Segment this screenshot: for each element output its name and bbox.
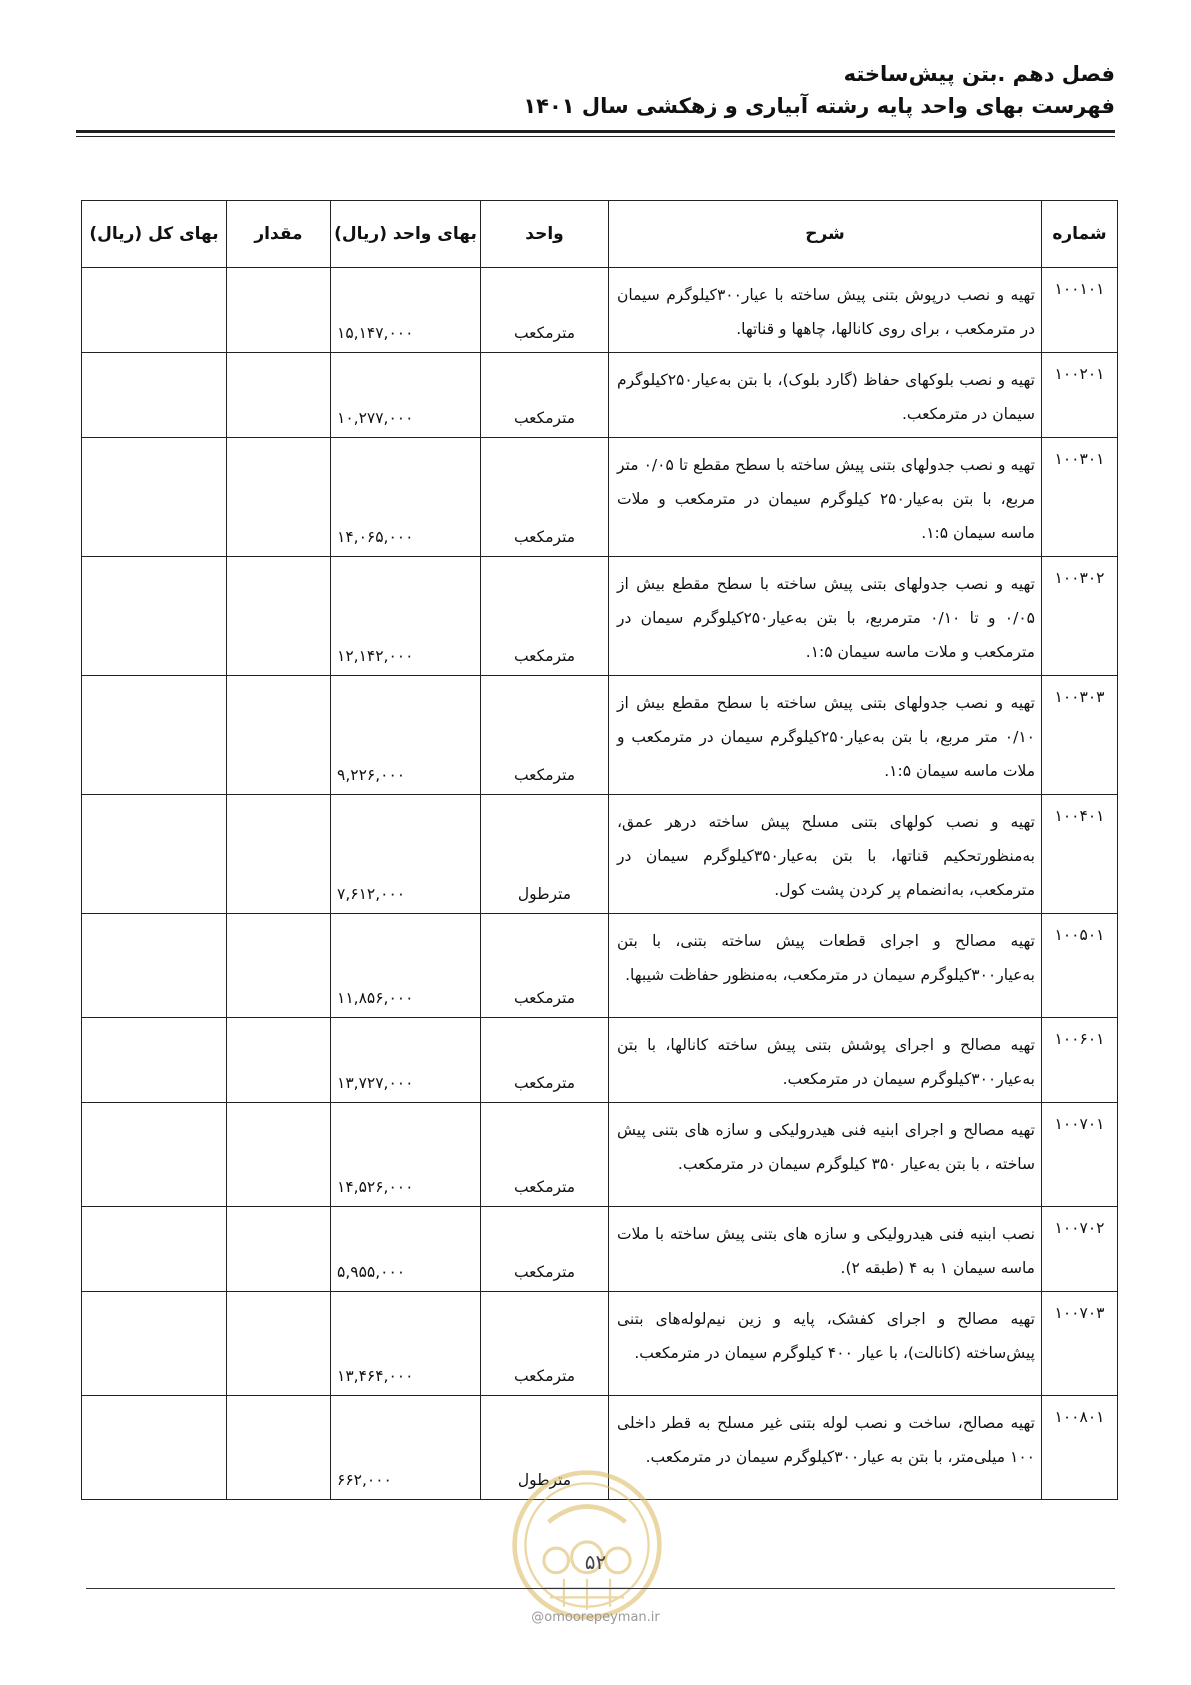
header-rule-thin bbox=[76, 136, 1115, 137]
table-row bbox=[82, 1207, 1118, 1292]
item-unit: مترمکعب bbox=[481, 676, 609, 795]
item-quantity bbox=[227, 1292, 331, 1396]
item-total bbox=[82, 1103, 227, 1207]
price-table bbox=[81, 200, 1118, 1500]
item-code: ۱۰۰۷۰۲ bbox=[1042, 1207, 1118, 1292]
item-description: تهیه مصالح و اجرای ابنیه فنی هیدرولیکی و سازه های بتنی پیش ساخته ، با بتن به‌عیار ۳۵۰ کیلوگرم سیمان در مترمکعب. bbox=[609, 1103, 1042, 1207]
item-total bbox=[82, 676, 227, 795]
item-quantity bbox=[227, 1103, 331, 1207]
item-quantity bbox=[227, 557, 331, 676]
item-quantity bbox=[227, 268, 331, 353]
item-quantity bbox=[227, 795, 331, 914]
item-unit: مترطول bbox=[481, 1396, 609, 1500]
item-code: ۱۰۰۶۰۱ bbox=[1042, 1018, 1118, 1103]
item-code: ۱۰۰۲۰۱ bbox=[1042, 353, 1118, 438]
item-code: ۱۰۰۱۰۱ bbox=[1042, 268, 1118, 353]
table-row bbox=[82, 914, 1118, 1018]
item-description: تهیه مصالح و اجرای قطعات پیش ساخته بتنی، با بتن به‌عیار۳۰۰کیلوگرم سیمان در مترمکعب، به‌منظور حفاظت شیبها. bbox=[609, 914, 1042, 1018]
item-unit-price: ۱۳,۴۶۴,۰۰۰ bbox=[331, 1292, 481, 1396]
item-code: ۱۰۰۳۰۱ bbox=[1042, 438, 1118, 557]
table-row bbox=[82, 557, 1118, 676]
item-total bbox=[82, 1207, 227, 1292]
table-row bbox=[82, 438, 1118, 557]
column-header-total: بهای کل (ریال) bbox=[82, 201, 227, 268]
item-unit: مترمکعب bbox=[481, 353, 609, 438]
item-quantity bbox=[227, 914, 331, 1018]
table-row bbox=[82, 1103, 1118, 1207]
item-description: تهیه و نصب کولهای بتنی مسلح پیش ساخته درهر عمق، به‌منظورتحکیم قناتها، با بتن به‌عیار۳۵۰کیلوگرم سیمان در مترمکعب، به‌انضمام پر کردن پشت کول. bbox=[609, 795, 1042, 914]
item-description: تهیه و نصب جدولهای بتنی پیش ساخته با سطح مقطع بیش از ۰/۰۵ و تا ۰/۱۰ مترمربع، با بتن به‌عیار۲۵۰کیلوگرم سیمان در مترمکعب و ملات ماسه سیمان ۱:۵. bbox=[609, 557, 1042, 676]
item-unit: مترمکعب bbox=[481, 438, 609, 557]
watermark-seal-icon bbox=[510, 1468, 664, 1622]
item-total bbox=[82, 353, 227, 438]
item-unit-price: ۱۱,۸۵۶,۰۰۰ bbox=[331, 914, 481, 1018]
item-unit-price: ۱۰,۲۷۷,۰۰۰ bbox=[331, 353, 481, 438]
page-header bbox=[76, 58, 1115, 122]
item-unit-price: ۱۲,۱۴۲,۰۰۰ bbox=[331, 557, 481, 676]
item-unit-price: ۵,۹۵۵,۰۰۰ bbox=[331, 1207, 481, 1292]
item-quantity bbox=[227, 1207, 331, 1292]
item-description: تهیه و نصب بلوکهای حفاظ (گارد بلوک)، با بتن به‌عیار۲۵۰کیلوگرم سیمان در مترمکعب. bbox=[609, 353, 1042, 438]
item-quantity bbox=[227, 1396, 331, 1500]
item-unit: مترمکعب bbox=[481, 1207, 609, 1292]
column-header-quantity: مقدار bbox=[227, 201, 331, 268]
item-total bbox=[82, 557, 227, 676]
item-unit: مترمکعب bbox=[481, 914, 609, 1018]
item-code: ۱۰۰۷۰۱ bbox=[1042, 1103, 1118, 1207]
table-row bbox=[82, 268, 1118, 353]
item-unit: مترمکعب bbox=[481, 557, 609, 676]
item-unit-price: ۶۶۲,۰۰۰ bbox=[331, 1396, 481, 1500]
item-description: تهیه و نصب جدولهای بتنی پیش ساخته با سطح مقطع تا ۰/۰۵ متر مربع، با بتن به‌عیار۲۵۰ کیلوگرم سیمان در مترمکعب و ملات ماسه سیمان ۱:۵. bbox=[609, 438, 1042, 557]
item-code: ۱۰۰۴۰۱ bbox=[1042, 795, 1118, 914]
chapter-title: فصل دهم .بتن پیش‌ساخته bbox=[843, 62, 1115, 86]
item-code: ۱۰۰۸۰۱ bbox=[1042, 1396, 1118, 1500]
item-quantity bbox=[227, 1018, 331, 1103]
item-quantity bbox=[227, 438, 331, 557]
item-unit-price: ۱۵,۱۴۷,۰۰۰ bbox=[331, 268, 481, 353]
item-total bbox=[82, 1018, 227, 1103]
item-unit-price: ۱۳,۷۲۷,۰۰۰ bbox=[331, 1018, 481, 1103]
item-code: ۱۰۰۳۰۳ bbox=[1042, 676, 1118, 795]
item-code: ۱۰۰۷۰۳ bbox=[1042, 1292, 1118, 1396]
item-total bbox=[82, 1396, 227, 1500]
item-unit: مترمکعب bbox=[481, 1292, 609, 1396]
item-total bbox=[82, 438, 227, 557]
page-number: ۵۲ bbox=[584, 1550, 607, 1574]
footer-website: @omoorepeyman.ir bbox=[531, 1610, 660, 1625]
table-row bbox=[82, 353, 1118, 438]
item-total bbox=[82, 268, 227, 353]
table-row bbox=[82, 1018, 1118, 1103]
item-description: تهیه مصالح و اجرای کفشک، پایه و زین نیم‌لوله‌های بتنی پیش‌ساخته (کانالت)، با عیار ۴۰۰ کیلوگرم سیمان در مترمکعب. bbox=[609, 1292, 1042, 1396]
item-unit: مترمکعب bbox=[481, 1018, 609, 1103]
item-code: ۱۰۰۵۰۱ bbox=[1042, 914, 1118, 1018]
item-description: تهیه مصالح و اجرای پوشش بتنی پیش ساخته کانالها، با بتن به‌عیار۳۰۰کیلوگرم سیمان در مترمکعب. bbox=[609, 1018, 1042, 1103]
item-description: تهیه مصالح، ساخت و نصب لوله بتنی غیر مسلح به قطر داخلی ۱۰۰ میلی‌متر، با بتن به عیار۳۰۰کیلوگرم سیمان در مترمکعب. bbox=[609, 1396, 1042, 1500]
table-header-row bbox=[82, 201, 1118, 268]
header-rule-thick bbox=[76, 130, 1115, 133]
item-quantity bbox=[227, 353, 331, 438]
document-subtitle: فهرست بهای واحد پایه رشته آبیاری و زهکشی سال ۱۴۰۱ bbox=[523, 94, 1115, 118]
item-description: تهیه و نصب جدولهای بتنی پیش ساخته با سطح مقطع بیش از ۰/۱۰ متر مربع، با بتن به‌عیار۲۵۰کیلوگرم سیمان در مترمکعب و ملات ماسه سیمان ۱:۵. bbox=[609, 676, 1042, 795]
item-unit-price: ۷,۶۱۲,۰۰۰ bbox=[331, 795, 481, 914]
item-unit: مترمکعب bbox=[481, 1103, 609, 1207]
item-unit-price: ۹,۲۲۶,۰۰۰ bbox=[331, 676, 481, 795]
column-header-code: شماره bbox=[1042, 201, 1118, 268]
item-unit-price: ۱۴,۰۶۵,۰۰۰ bbox=[331, 438, 481, 557]
column-header-description: شرح bbox=[609, 201, 1042, 268]
item-total bbox=[82, 914, 227, 1018]
column-header-unit-price: بهای واحد (ریال) bbox=[331, 201, 481, 268]
column-header-unit: واحد bbox=[481, 201, 609, 268]
item-total bbox=[82, 1292, 227, 1396]
item-description: نصب ابنیه فنی هیدرولیکی و سازه های بتنی پیش ساخته با ملات ماسه سیمان ۱ به ۴ (طبقه ۲). bbox=[609, 1207, 1042, 1292]
item-total bbox=[82, 795, 227, 914]
footer-rule bbox=[86, 1588, 1115, 1589]
item-unit: مترطول bbox=[481, 795, 609, 914]
table-row bbox=[82, 795, 1118, 914]
item-unit-price: ۱۴,۵۲۶,۰۰۰ bbox=[331, 1103, 481, 1207]
item-quantity bbox=[227, 676, 331, 795]
table-row bbox=[82, 1292, 1118, 1396]
item-description: تهیه و نصب درپوش بتنی پیش ساخته با عیار۳۰۰کیلوگرم سیمان در مترمکعب ، برای روی کانالها، چاهها و قناتها. bbox=[609, 268, 1042, 353]
item-code: ۱۰۰۳۰۲ bbox=[1042, 557, 1118, 676]
item-unit: مترمکعب bbox=[481, 268, 609, 353]
table-row bbox=[82, 676, 1118, 795]
